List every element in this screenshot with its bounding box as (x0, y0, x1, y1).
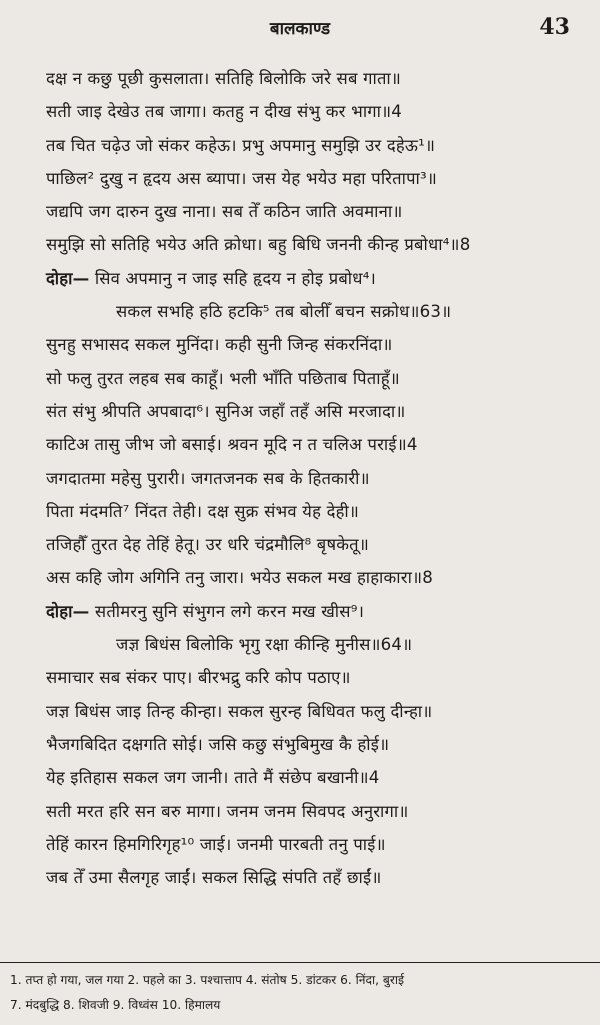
doha-label: दोहा— (46, 268, 90, 288)
verse-text: काटिअ तासु जीभ जो बसाई। श्रवन मूदि न त चलिअ पराई॥4 (46, 435, 418, 455)
verse-line (46, 62, 586, 95)
doha-label: दोहा— (46, 601, 90, 621)
verse-text: अस कहि जोग अगिनि तनु जारा। भयेउ सकल मख हाहाकारा॥8 (46, 568, 433, 588)
verse-line (46, 362, 586, 395)
verse-line (46, 495, 586, 528)
verse-line (46, 328, 586, 361)
verse-line (46, 828, 586, 861)
verse-line (46, 761, 586, 794)
verse-line (46, 661, 586, 694)
footnote-line: 7. मंदबुद्धि 8. शिवजी 9. विध्वंस 10. हिमालय (10, 998, 221, 1012)
verse-block (46, 62, 586, 894)
verse-text: पिता मंदमति⁷ निंदत तेही। दक्ष सुक्र संभव येह देही॥ (46, 501, 360, 521)
verse-line (46, 195, 586, 228)
doha-line (46, 262, 586, 295)
verse-line (46, 462, 586, 495)
page-number: 43 (539, 14, 570, 40)
verse-line (46, 129, 586, 162)
verse-text: तजिहौँ तुरत देह तेहिं हेतू। उर धरि चंद्रमौलि⁸ बृषकेतू॥ (46, 535, 369, 555)
verse-text: सकल सभहि हठि हटकि⁵ तब बोलीँ बचन सक्रोध॥63॥ (116, 302, 452, 322)
verse-line (46, 728, 586, 761)
verse-text: येह इतिहास सकल जग जानी। ताते मैं संछेप बखानी॥4 (46, 768, 380, 788)
verse-text: जगदातमा महेसु पुरारी। जगतजनक सब के हितकारी॥ (46, 468, 370, 488)
doha-line (46, 595, 586, 628)
verse-line (46, 395, 586, 428)
verse-text: पाछिल² दुखु न हृदय अस ब्यापा। जस येह भयेउ महा परितापा³॥ (46, 168, 438, 188)
running-title: बालकाण्ड (269, 19, 331, 39)
verse-text: जज्ञ बिधंस जाइ तिन्ह कीन्हा। सकल सुरन्ह बिधिवत फलु दीन्हा॥ (46, 701, 433, 721)
verse-text: दक्ष न कछु पूछी कुसलाता। सतिहि बिलोकि जरे सब गाता॥ (46, 69, 402, 88)
footnotes (10, 968, 596, 1018)
verse-line (46, 861, 586, 894)
verse-text: समाचार सब संकर पाए। बीरभद्रु करि कोप पठाए॥ (46, 668, 351, 688)
verse-line (46, 561, 586, 594)
verse-line (46, 795, 586, 828)
verse-text: तब चित चढ़ेउ जो संकर कहेऊ। प्रभु अपमानु समुझि उर दहेऊ¹॥ (46, 135, 436, 155)
footnote-divider (0, 962, 600, 963)
verse-line (46, 95, 586, 128)
verse-text: सती मरत हरि सन बरु मागा। जनम जनम सिवपद अनुरागा॥ (46, 801, 409, 821)
verse-line (46, 428, 586, 461)
verse-text: जद्यपि जग दारुन दुख नाना। सब तेँ कठिन जाति अवमाना॥ (46, 202, 403, 222)
verse-text: सतीमरनु सुनि संभुगन लगे करन मख खीस⁹। (89, 601, 365, 621)
doha-line-continuation (46, 295, 586, 328)
verse-text: सती जाइ देखेउ तब जागा। कतहु न दीख संभु कर भागा॥4 (46, 102, 403, 122)
verse-text: सिव अपमानु न जाइ सहि हृदय न होइ प्रबोध⁴। (89, 268, 377, 288)
verse-text: संत संभु श्रीपति अपबादा⁶। सुनिअ जहाँ तहँ असि मरजादा॥ (46, 401, 406, 421)
verse-line (46, 695, 586, 728)
verse-line (46, 162, 586, 195)
verse-text: समुझि सो सतिहि भयेउ अति क्रोधा। बहु बिधि जननी कीन्ह प्रबोधा⁴॥8 (46, 235, 471, 255)
verse-line (46, 228, 586, 261)
verse-text: जज्ञ बिधंस बिलोकि भृगु रक्षा कीन्हि मुनीस॥64॥ (116, 635, 413, 655)
verse-text: जब तेँ उमा सैलगृह जाईं। सकल सिद्धि संपति तहँ छाईं॥ (46, 868, 382, 888)
verse-text: सो फलु तुरत लहब सब काहूँ। भली भाँति पछिताब पिताहूँ॥ (46, 368, 400, 388)
verse-text: तेहिं कारन हिमगिरिगृह¹⁰ जाई। जनमी पारबती तनु पाई॥ (46, 834, 386, 854)
footnote-line: 1. तप्त हो गया, जल गया 2. पहले का 3. पश्चात्ताप 4. संतोष 5. डांटकर 6. निंदा, बुराई (10, 973, 404, 987)
verse-text: सुनहु सभासद सकल मुनिंदा। कही सुनी जिन्ह संकरनिंदा॥ (46, 335, 393, 355)
verse-text: भैजगबिदित दक्षगति सोई। जसि कछु संभुबिमुख कै होई॥ (46, 734, 390, 754)
verse-line (46, 528, 586, 561)
page-header (0, 8, 600, 48)
doha-line-continuation (46, 628, 586, 661)
